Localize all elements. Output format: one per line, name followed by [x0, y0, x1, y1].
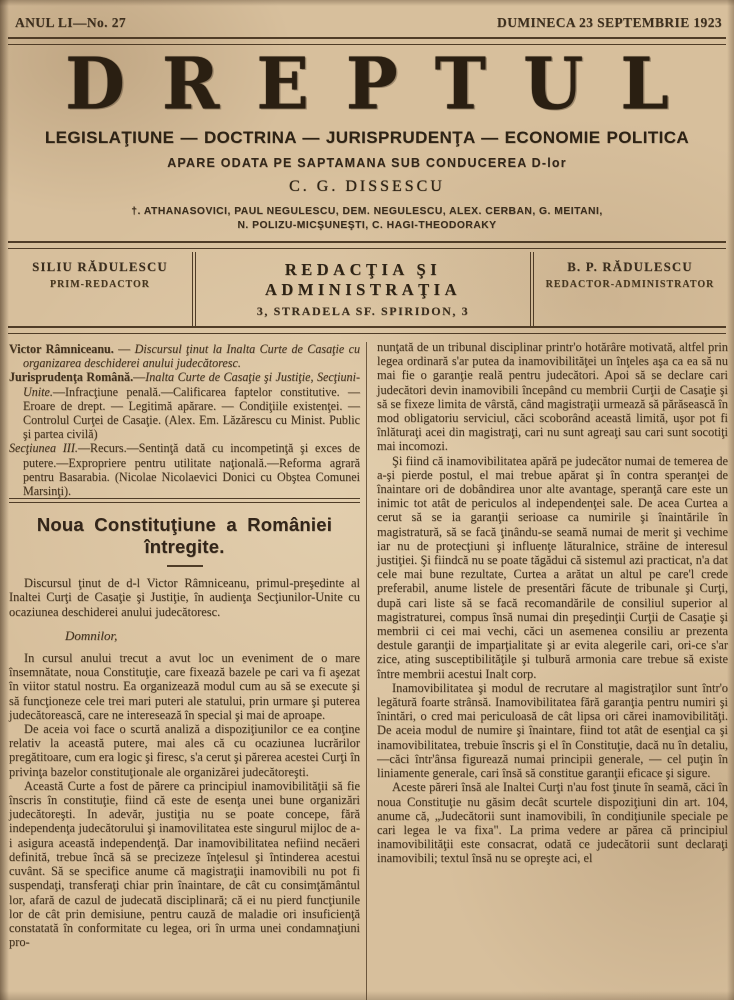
toc-segment: —Infracţiune penală.—Calificarea faptelor constitutive. — Eroare de drept. — Legitimă apărare. — Condiţiile existenţei. — Controlul Curţei de Casaţie. (Alex. Em. Lăzărescu cu Minist. Public şi partea civilă): [23, 384, 360, 442]
staffbox: [8, 252, 726, 326]
article-right-text: [377, 340, 728, 866]
issue-date-row: [0, 0, 734, 37]
toc-segment: Discursul ţinut la Inalta Curte de Casaţie cu organizarea deschiderei anului judecătoresc.: [23, 342, 361, 371]
paragraph: nunţată de un tribunal disciplinar printr'o hotărâre motivată, altfel prin legea ordinară s'ar putea da inamovibilităţei un înţeles aşa ca ea să nu mai fie o garanţie reală pentru judecători. Apoi să se declare cari judecători devin inamovibili începând cu membrii Curţii de Casaţie şi să se fixeze limita de vârstă, când magistraţii urmează să părăsească în mod obligatoriu serviciul, căci scoborând această limită, uşor pot fi înlăturaţi acei din magistraţi, cari nu sunt agreaţi sau cari sunt socotiţi mai incomozi.: [377, 340, 728, 454]
toc-entry: [9, 342, 360, 370]
administrator-role: REDACTOR-ADMINISTRATOR: [545, 279, 715, 290]
toc-segment: —: [133, 370, 146, 385]
paragraph: Inamovibilitatea şi modul de recrutare al magistraţilor sunt într'o legătură foarte strânsă. Inamovibilitatea fără garanţia pentru numiri şi înintări, o cred mai periculoasă de cât lipsa ori cărei inamovibilităţi. De aceia modul de numire şi înaintare, fiind tot atât de esenţial ca şi inamovibilitatea, trebuie înscris şi el în Constituţie, dacă nu în detaliu,—căci într'ânsa figurează numai principii generale, — cel puţin în liniamente generale, cari însă să constitue garanţii eficace şi sigure.: [377, 680, 728, 781]
masthead-fields: LEGISLAŢIUNE — DOCTRINA — JURISPRUDENŢA — ECONOMIE POLITICA: [44, 128, 690, 147]
toc-segment: —: [113, 342, 135, 356]
staffbox-right-cell: [534, 252, 726, 326]
toc-segment: Victor Râmniceanu.: [9, 342, 114, 356]
chief-editor-name: SILIU RĂDULESCU: [32, 260, 168, 274]
toc-segment: Jurisprudenţa Română.: [9, 370, 134, 385]
left-column: [9, 340, 366, 1000]
masthead-frequency: APARE ODATA PE SAPTAMANA SUB CONDUCEREA D-lor: [167, 156, 567, 170]
toc-divider: [9, 498, 360, 503]
masthead-committee: [0, 205, 734, 233]
paragraph: De aceia voi face o scurtă analiză a dispoziţiunilor ce ea conţine relativ la această putere, mai ales că cu ocaziunea lucrărilor pregătitoare, cum era logic şi firesc, s'a cerut şi părerea acestei Curţi în privinţa bazelor constituţionale ale organizărei judecătoreşti.: [9, 722, 360, 779]
staffbox-top-rule: [8, 241, 726, 249]
administration-address: 3, STRADELA SF. SPIRIDON, 3: [256, 304, 470, 318]
toc-segment: Secţiunea III.: [9, 441, 78, 456]
administration-title: REDACŢIA ŞI ADMINISTRAŢIA: [264, 260, 462, 299]
issue-date: DUMINECA 23 SEPTEMBRIE 1923: [497, 15, 722, 30]
toc-segment: Inalta Curte de Casaţie şi Justiţie, Secţiuni-Unite.: [23, 370, 360, 399]
article-title: Noua Constituţiune a României întregite.: [36, 514, 333, 558]
paragraph: Şi fiind că inamovibilitatea apără pe judecător numai de temerea de a-şi pierde postul, el mai trebue apărat şi în contra speranţei de înaintare ori de dobândirea unor alte avantage, speranţă care este un inimic tot atât de periculos al independenţei sale. De acea Curtea a cerut să se ia garanţii serioase ca numirile şi înaintările în magistratură, să se facă ţinându-se seamă numai de merit şi vechime iar nu de protecţiuni şi influenţe lăturalnice, străine de interesul justiţiei. Şi fiindcă nu se poate tăgădui că sistemul azi practicat, n'a dat cele mai bune rezultate, Curtea a arătat un altul pe care'l crede preferabil, anume listele de presentări făcute de tribunale şi Curţi, după cari liste să se facă recomandările de consiliul superior al magistraturei, compus însă numai din preşedinţii Curţii de Casaţie şi membrii ci cei mai vechi, căci un asemenea consiliu ar prezenta destule garanţii de imparţialitate şi ar evita alegerile cari, ori-ce s'ar zice, ating susceptibilităţile şi tulbură armonia care trebue să existe între membrii acestui Inalt corp.: [377, 453, 728, 681]
newspaper-title: DREPTUL: [65, 42, 706, 127]
toc-entry: [9, 441, 360, 498]
masthead-director: C. G. DISSESCU: [289, 178, 445, 195]
salutation: Domnilor,: [65, 627, 118, 643]
paragraph: In cursul anului trecut a avut loc un eveniment de o mare însemnătate, noua Constituţie, care fixează bazele pe cari va fi aşezat în viitor statul nostru. Ea organizează modul cum au să se execute şi să funcţioneze cele trei mari puteri ale statului, prin urmare şi puterea judecătorească, care ne interesează în special şi mai de aproape.: [9, 651, 360, 722]
issue-number: ANUL LI—No. 27: [15, 15, 126, 30]
toc-segment: —Recurs.—Sentinţă dată cu incompetinţă şi exces de putere.—Expropriere pentru utilitate naţională.—Reforma agrară pentru Basarabia. (Nicolae Nicolaevici Donici cu Obştea Comunei Marsinţi).: [23, 441, 360, 499]
chief-editor-role: PRIM-REDACTOR: [49, 279, 151, 290]
article-left-text: [9, 576, 360, 949]
article-intro: Discursul ţinut de d-l Victor Râmniceanu, primul-preşedinte al Inaltei Curţi de Casaţie şi Justiţie, în audienţa Secţiunilor-Unite cu ocaziunea deschiderei anului judecătoresc.: [9, 576, 360, 619]
committee-line-2: N. POLIZU-MICŞUNEŞTI, C. HAGI-THEODORAKY: [237, 220, 497, 231]
paragraph: Această Curte a fost de părere ca principiul inamovibilităţii să fie înscris în constituţie, fiind că este de esenţa unei bune organizări judecătoreşti. In adevăr, justiţia nu se poate concepe, fără independenţa judecătorului şi inamovilitatea este singurul mijloc de a-i asigura această independenţă. Dar inamovibilitatea nefiind necăeri definită, trebue încă să se precizeze înţelesul şi întinderea acestui cuvânt. Să se specifice anume că magistraţii inamovibili nu pot fi suspendaţi, transferaţi chiar prin înaintare, de cât cu consimţământul lor, afară de cazul de judecată disciplinară; că ei nu pierd funcţiunile lor de cât prin demisiune, pentru cauză de maladie ori insuficienţă constatată în conformitate cu legea, ori în urma unei condamnaţiuni pro-: [9, 778, 360, 950]
toc-entry: [9, 370, 360, 441]
staffbox-center-cell: [192, 252, 534, 326]
article-title-rule: [167, 565, 203, 567]
staffbox-left-cell: [8, 252, 192, 326]
administrator-name: B. P. RĂDULESCU: [567, 260, 693, 274]
staffbox-bottom-rule: [8, 326, 726, 334]
right-column: [367, 340, 728, 1000]
text-columns: [0, 334, 734, 1000]
paragraph: Aceste păreri însă ale Inaltei Curţi n'au fost ţinute în seamă, căci în noua Constituţie nu găsim decât scurtele dispoziţiuni din art. 104, anume că, „Judecătorii sunt inamovibili, în condiţiunile speciale pe cari legea le va fixa". La prima vedere ar părea că principiul inamovibilităţii este consacrat, odată ce judecătorii sunt declaraţi inamovibili; textul însă nu se opreşte aci, el: [377, 780, 728, 866]
table-of-contents: [9, 340, 360, 498]
committee-line-1: †. ATHANASOVICI, PAUL NEGULESCU, DEM. NEGULESCU, ALEX. CERBAN, G. MEITANI,: [131, 206, 603, 217]
